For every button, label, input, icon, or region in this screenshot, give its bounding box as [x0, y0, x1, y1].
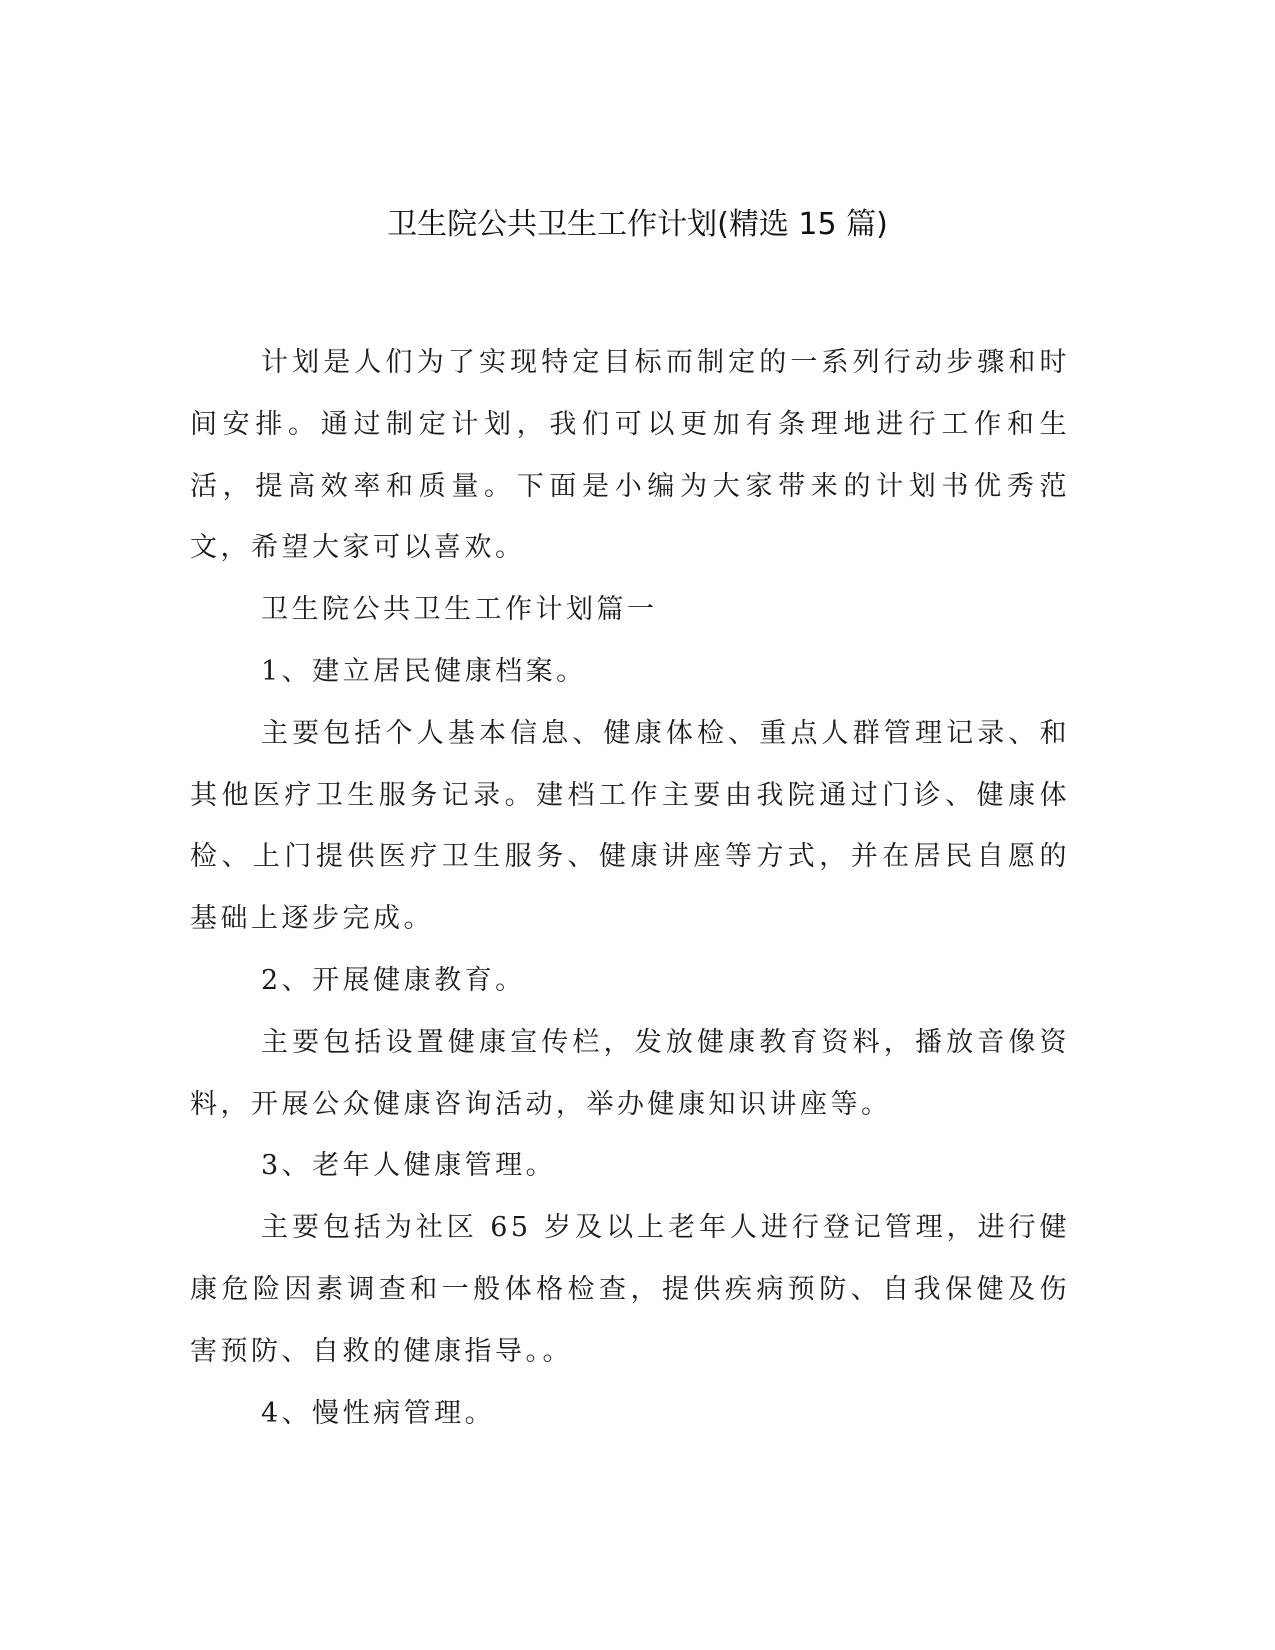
item-heading-3: 3、老年人健康管理。: [261, 1150, 557, 1182]
item-paragraph-1: 主要包括个人基本信息、健康体检、重点人群管理记录、和其他医疗卫生服务记录。建档工作主要由我院通过门诊、健康体检、上门提供医疗卫生服务、健康讲座等方式，并在居民自愿的基础上逐步完成。: [190, 717, 1070, 935]
item-heading-4: 4、慢性病管理。: [261, 1397, 496, 1429]
item-heading-1: 1、建立居民健康档案。: [261, 655, 587, 687]
item-paragraph-3: 主要包括为社区 65 岁及以上老年人进行登记管理，进行健康危险因素调查和一般体格检查，提供疾病预防、自我保健及伤害预防、自救的健康指导。。: [190, 1212, 1070, 1367]
intro-paragraph: 计划是人们为了实现特定目标而制定的一系列行动步骤和时间安排。通过制定计划，我们可以更加有条理地进行工作和生活，提高效率和质量。下面是小编为大家带来的计划书优秀范文，希望大家可以喜欢。: [190, 347, 1070, 564]
document-body: [190, 332, 1070, 1444]
section-heading: 卫生院公共卫生工作计划篇一: [261, 594, 658, 626]
document-title: 卫生院公共卫生工作计划(精选 15 篇): [387, 207, 888, 242]
item-paragraph-2: 主要包括设置健康宣传栏，发放健康教育资料，播放音像资料，开展公众健康咨询活动，举办健康知识讲座等。: [190, 1026, 1070, 1120]
item-heading-2: 2、开展健康教育。: [261, 964, 526, 996]
